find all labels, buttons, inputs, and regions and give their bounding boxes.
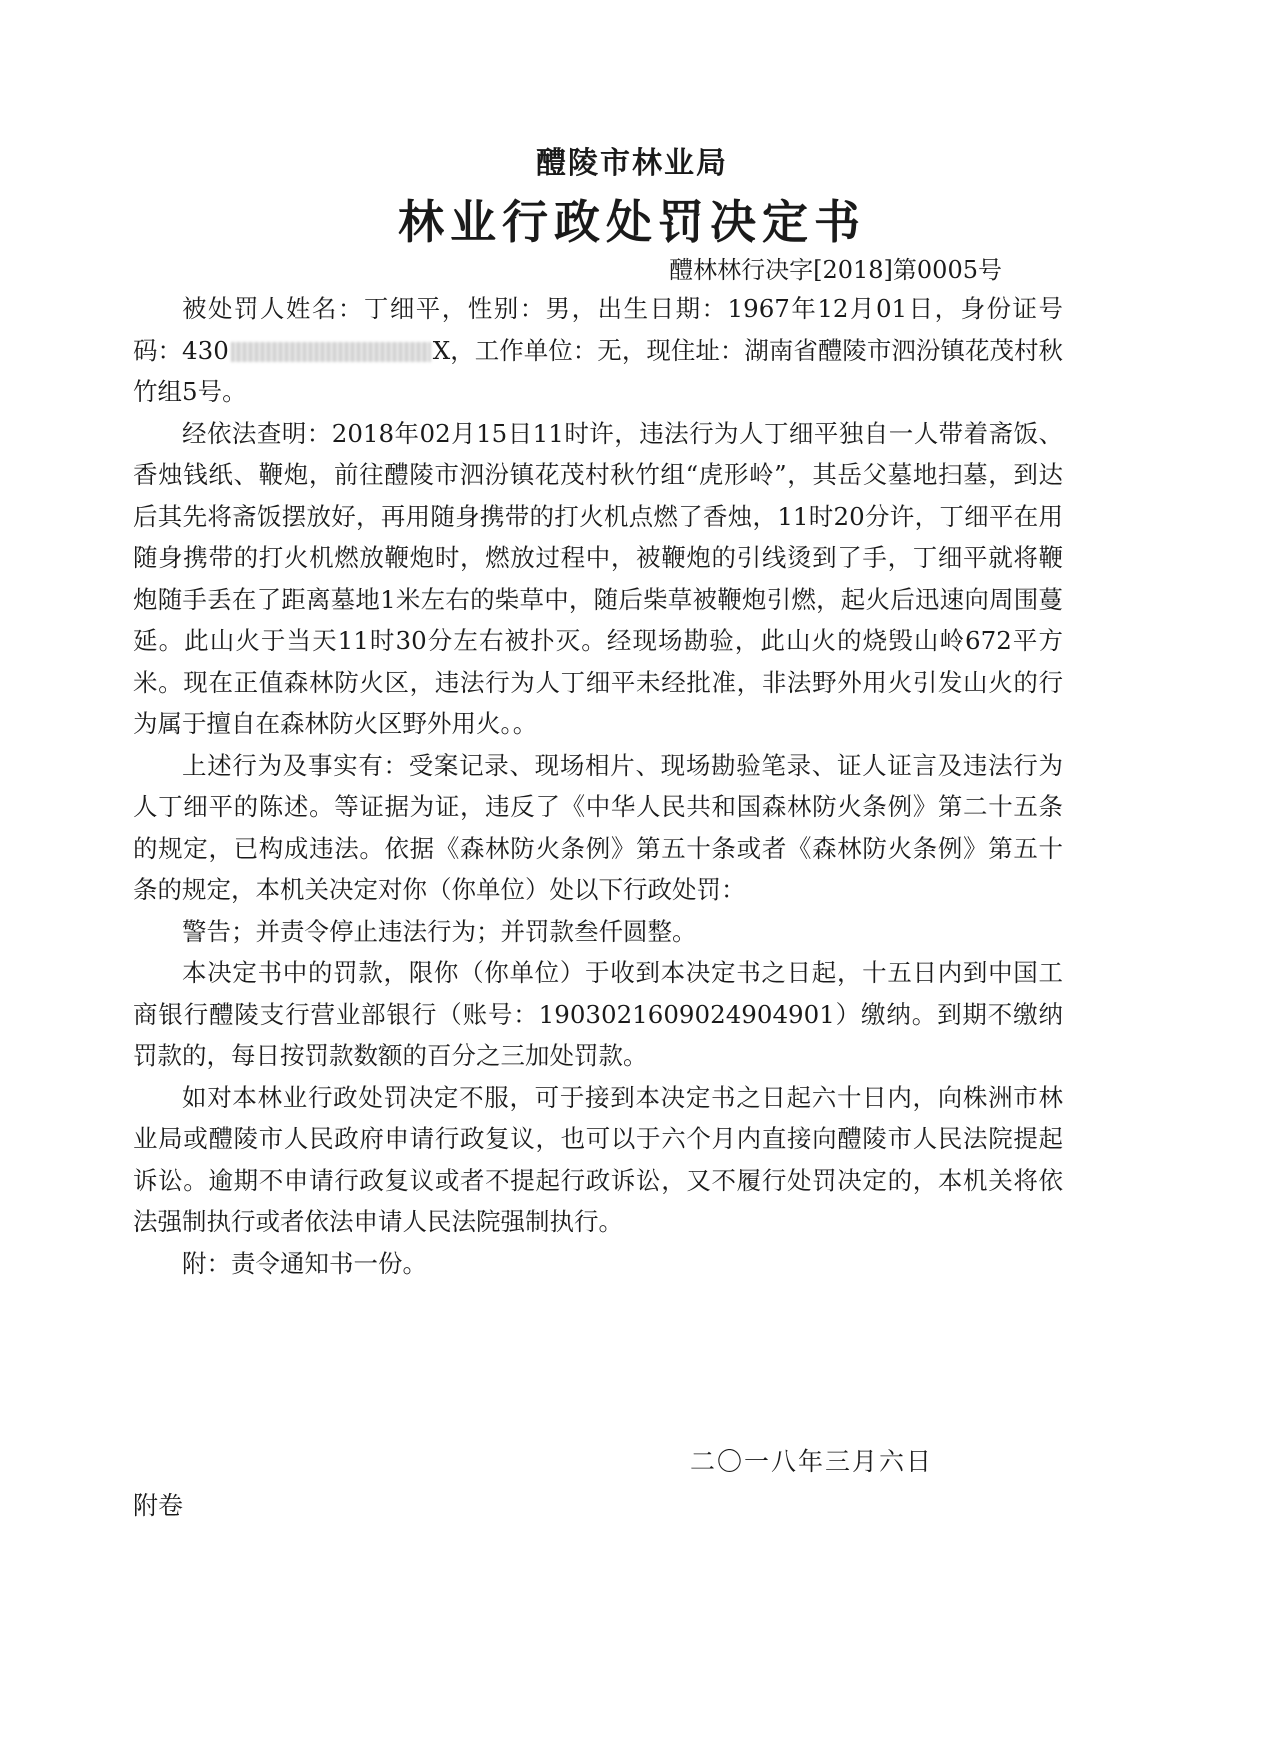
document-title: 林业行政处罚决定书 [398,195,866,249]
party-info-text-a: 被处罚人姓名：丁细平，性别：男，出生日期：1967年12月01日，身份证号码：430 [133,294,1063,365]
payment-paragraph: 本决定书中的罚款，限你（你单位）于收到本决定书之日起，十五日内到中国工商银行醴陵支行营业部银行（账号：1903021609024904901）缴纳。到期不缴纳罚款的，每日按罚款数额的百分之三加处罚款。 [133,958,1063,1070]
evidence-paragraph: 上述行为及事实有：受案记录、现场相片、现场勘验笔录、证人证言及违法行为人丁细平的陈述。等证据为证，违反了《中华人民共和国森林防火条例》第二十五条的规定，已构成违法。依据《森林防火条例》第五十条或者《森林防火条例》第五十条的规定，本机关决定对你（你单位）处以下行政处罚： [133,750,1063,904]
document-body [133,288,1063,1284]
penalty-paragraph: 警告；并责令停止违法行为；并罚款叁仟圆整。 [182,916,697,946]
document-number: 醴林林行决字[2018]第0005号 [669,256,1002,284]
annex-label: 附卷 [133,1491,184,1520]
redacted-id-block [231,342,431,362]
facts-paragraph: 经依法查明：2018年02月15日11时许，违法行为人丁细平独自一人带着斋饭、香烛钱纸、鞭炮，前往醴陵市泗汾镇花茂村秋竹组“虎形岭”，其岳父墓地扫墓，到达后其先将斋饭摆放好，再用随身携带的打火机点燃了香烛，11时20分许，丁细平在用随身携带的打火机燃放鞭炮时，燃放过程中，被鞭炮的引线烫到了手，丁细平就将鞭炮随手丢在了距离墓地1米左右的柴草中，随后柴草被鞭炮引燃，起火后迅速向周围蔓延。此山火于当天11时30分左右被扑灭。经现场勘验，此山火的烧毁山岭672平方米。现在正值森林防火区，违法行为人丁细平未经批准，非法野外用火引发山火的行为属于擅自在森林防火区野外用火。。 [133,418,1063,738]
party-info-paragraph [133,288,1063,413]
issue-date: 二〇一八年三月六日 [690,1447,934,1476]
agency-name: 醴陵市林业局 [536,146,728,181]
attachment-paragraph: 附：责令通知书一份。 [182,1248,427,1278]
appeal-paragraph: 如对本林业行政处罚决定不服，可于接到本决定书之日起六十日内，向株洲市林业局或醴陵市人民政府申请行政复议，也可以于六个月内直接向醴陵市人民法院提起诉讼。逾期不申请行政复议或者不提起行政诉讼，又不履行处罚决定的，本机关将依法强制执行或者依法申请人民法院强制执行。 [133,1082,1063,1236]
party-info-text-b: X，工作单位：无，现住址：湖南省醴陵市泗汾镇花茂村秋竹组5号。 [133,335,1063,406]
